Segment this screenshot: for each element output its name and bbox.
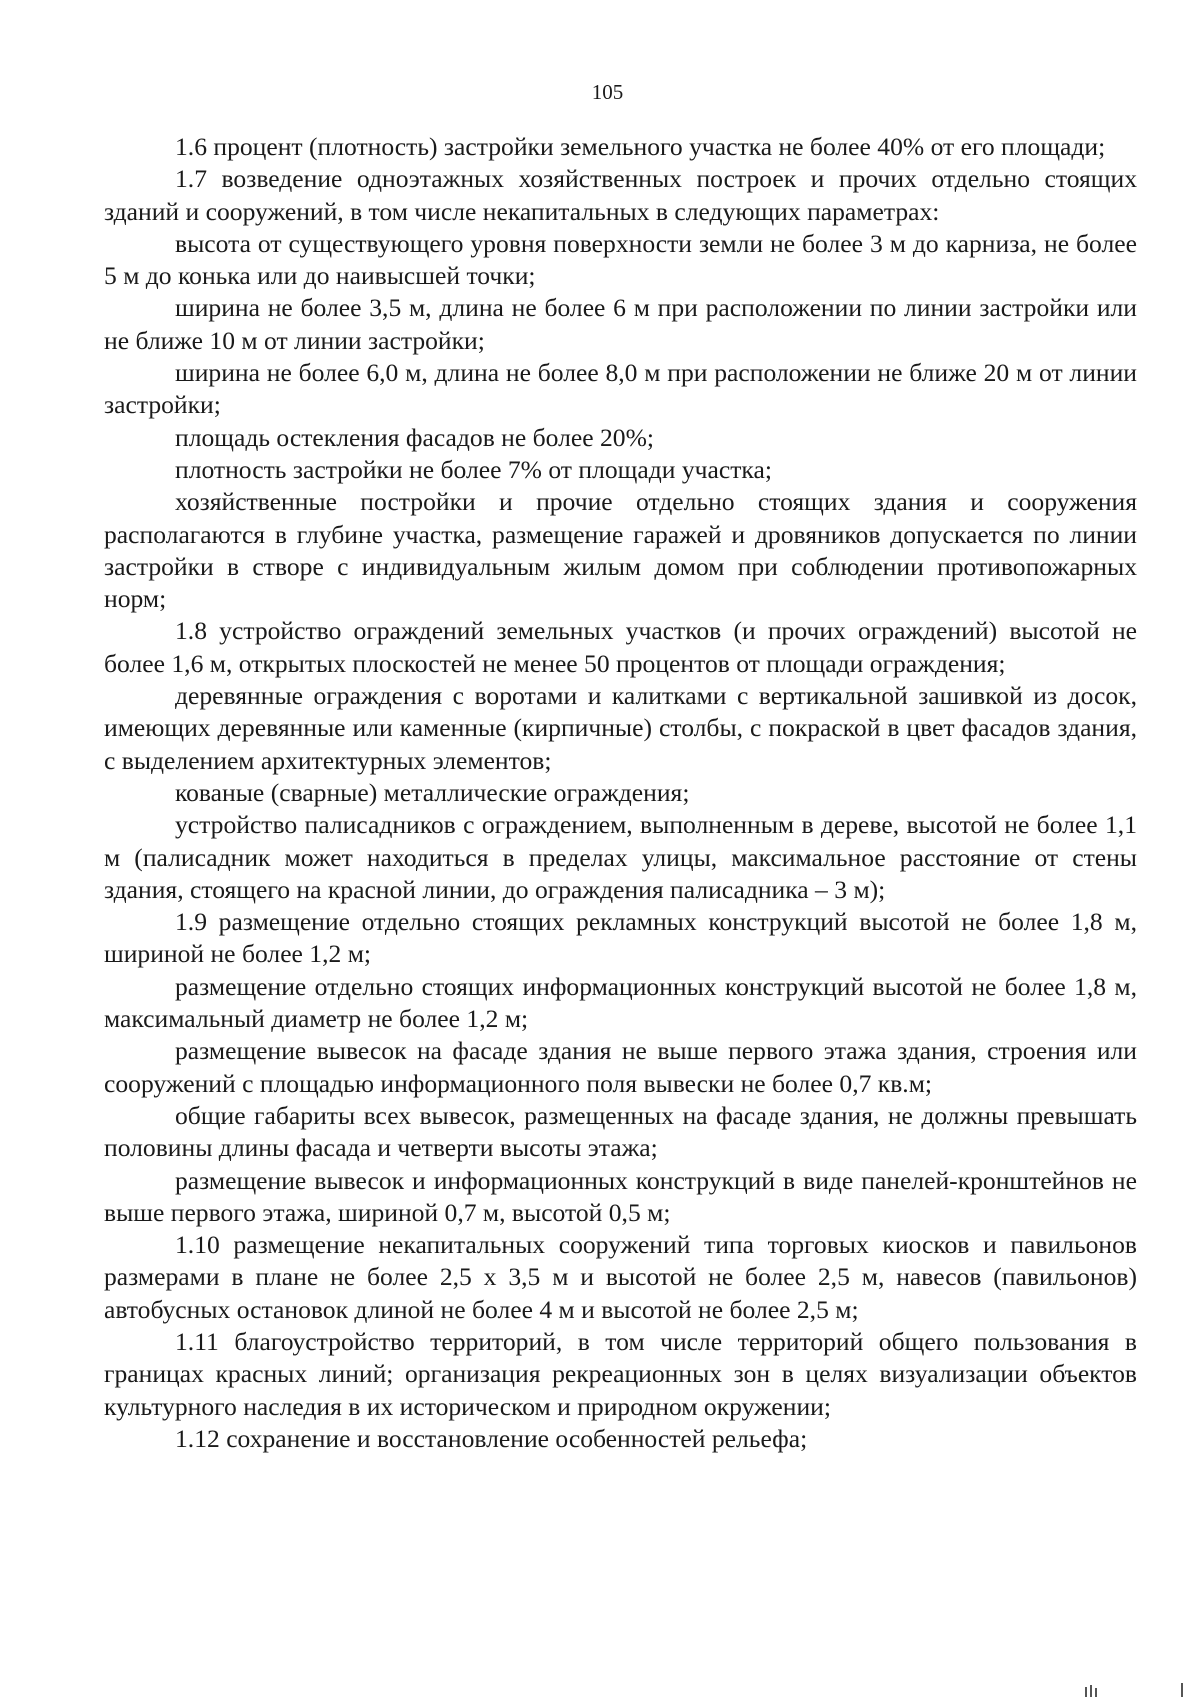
paragraph: 1.11 благоустройство территорий, в том числе территорий общего пользования в границах красных линий; организация рекреационных зон в целях визуализации объектов культурного наследия в их историческом и природном окружении;: [104, 1326, 1137, 1421]
paragraph: устройство палисадников с ограждением, выполненным в дереве, высотой не более 1,1 м (палисадник может находиться в пределах улицы, максимальное расстояние от стены здания, стоящего на красной линии, до ограждения палисадника – 3 м);: [104, 810, 1137, 904]
paragraph: размещение отдельно стоящих информационных конструкций высотой не более 1,8 м, максимальный диаметр не более 1,2 м;: [104, 971, 1137, 1034]
scan-edge-marks: [1085, 1683, 1185, 1697]
paragraph: высота от существующего уровня поверхности земли не более 3 м до карниза, не более 5 м до конька или до наивысшей точки;: [104, 228, 1137, 291]
paragraph: общие габариты всех вывесок, размещенных на фасаде здания, не должны превышать половины длины фасада и четверти высоты этажа;: [104, 1100, 1137, 1163]
paragraph: плотность застройки не более 7% от площади участка;: [175, 454, 772, 484]
paragraph: кованые (сварные) металлические ограждения;: [175, 777, 690, 807]
page-number: 105: [591, 80, 624, 104]
paragraph: ширина не более 6,0 м, длина не более 8,0 м при расположении не ближе 20 м от линии застройки;: [104, 358, 1137, 420]
paragraph: деревянные ограждения с воротами и калитками с вертикальной зашивкой из досок, имеющих деревянные или каменные (кирпичные) столбы, с покраской в цвет фасадов здания, с выделением архитектурных элементов;: [104, 681, 1137, 775]
paragraph: 1.12 сохранение и восстановление особенностей рельефа;: [175, 1423, 808, 1453]
paragraph: 1.6 процент (плотность) застройки земельного участка не более 40% от его площади;: [175, 132, 1106, 161]
paragraph: площадь остекления фасадов не более 20%;: [175, 422, 655, 452]
paragraph: 1.7 возведение одноэтажных хозяйственных построек и прочих отдельно стоящих зданий и сооружений, в том числе некапитальных в следующих параметрах:: [104, 164, 1137, 226]
paragraph: 1.8 устройство ограждений земельных участков (и прочих ограждений) высотой не более 1,6 м, открытых плоскостей не менее 50 процентов от площади ограждения;: [104, 616, 1137, 678]
paragraph: размещение вывесок и информационных конструкций в виде панелей-кронштейнов не выше первого этажа, шириной 0,7 м, высотой 0,5 м;: [104, 1165, 1137, 1227]
paragraph: 1.10 размещение некапитальных сооружений типа торговых киосков и павильонов размерами в плане не более 2,5 х 3,5 м и высотой не более 2,5 м, навесов (павильонов) автобусных остановок длиной не более 4 м и высотой не более 2,5 м;: [104, 1230, 1137, 1324]
paragraph: 1.9 размещение отдельно стоящих рекламных конструкций высотой не более 1,8 м, шириной не более 1,2 м;: [104, 907, 1137, 969]
document-body: [104, 131, 1137, 1455]
paragraph: ширина не более 3,5 м, длина не более 6 м при расположении по линии застройки или не ближе 10 м от линии застройки;: [104, 293, 1137, 355]
paragraph: хозяйственные постройки и прочие отдельно стоящих здания и сооружения располагаются в глубине участка, размещение гаражей и дровяников допускается по линии застройки в створе с индивидуальным жилым домом при соблюдении противопожарных норм;: [104, 487, 1137, 614]
paragraph: размещение вывесок на фасаде здания не выше первого этажа здания, строения или сооружений с площадью информационного поля вывески не более 0,7 кв.м;: [104, 1036, 1137, 1098]
